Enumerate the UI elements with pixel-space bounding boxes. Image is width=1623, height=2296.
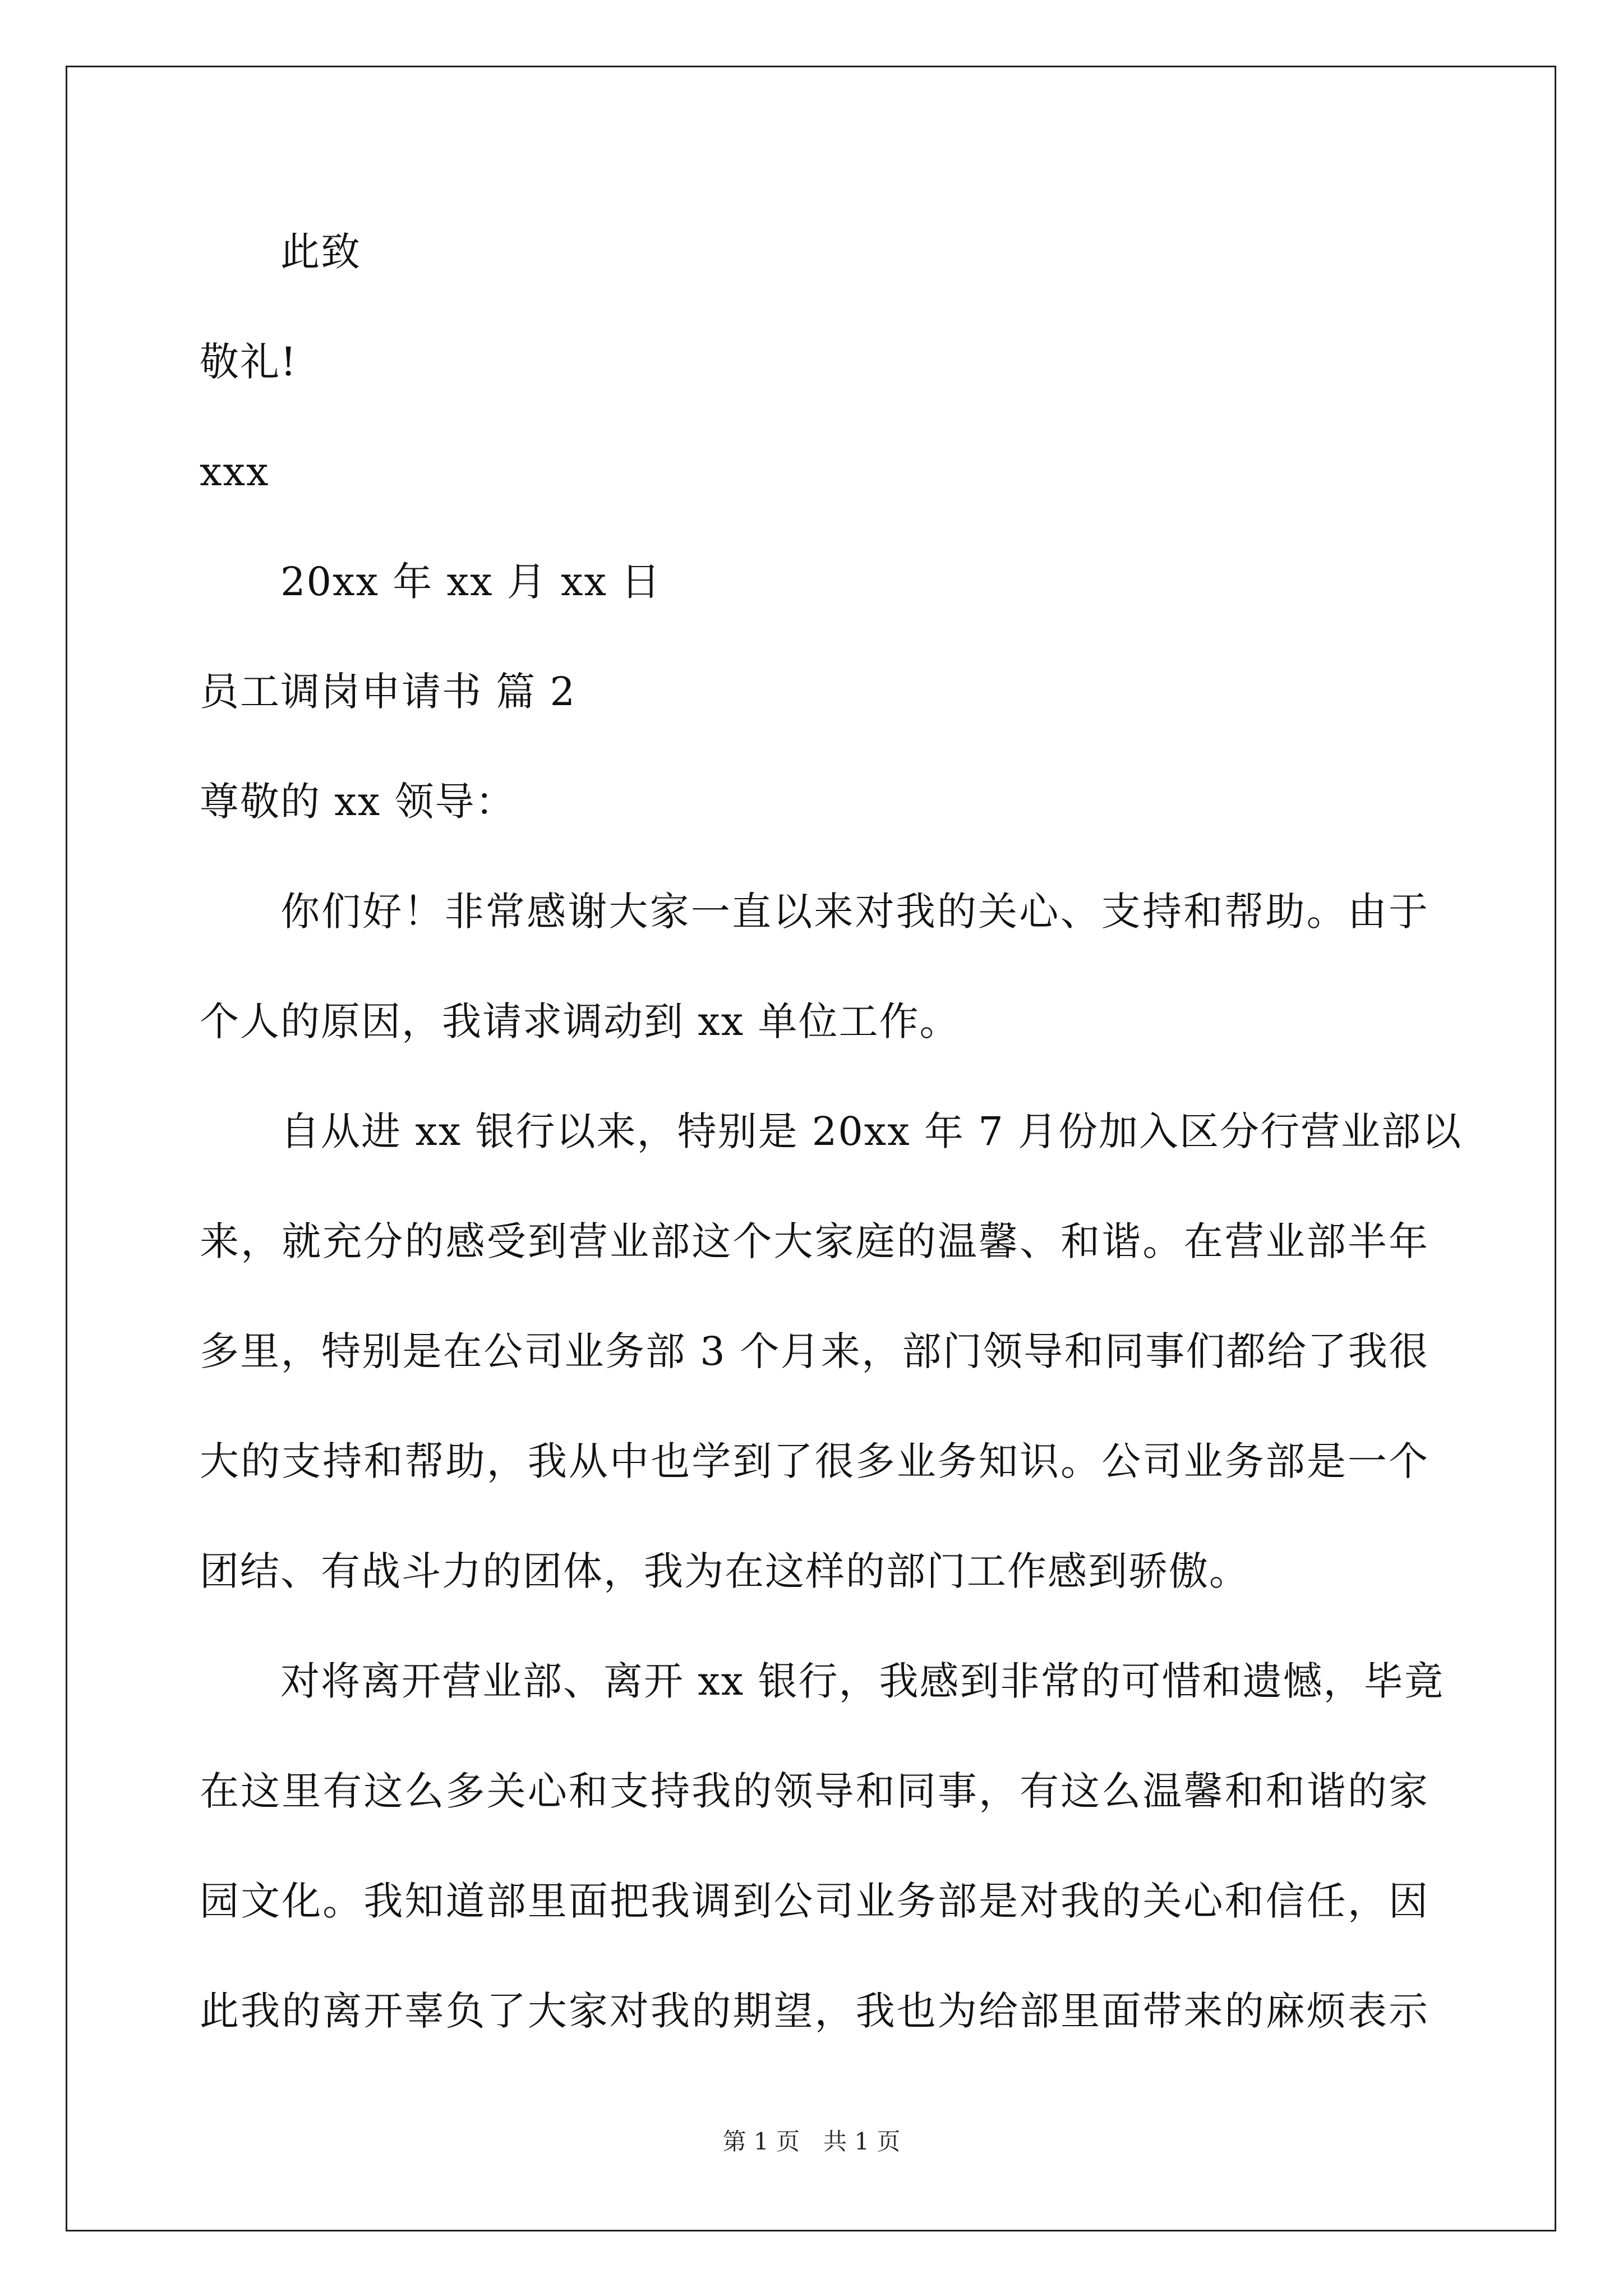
paragraph-line: 在这里有这么多关心和支持我的领导和同事，有这么温馨和和谐的家 [200,1768,1429,1814]
closing-salutation: 此致 [280,229,361,275]
paragraph-line: 此我的离开辜负了大家对我的期望，我也为给部里面带来的麻烦表示 [200,1988,1429,2034]
section-heading: 员工调岗申请书 篇 2 [200,669,577,715]
paragraph-line: 对将离开营业部、离开 xx 银行，我感到非常的可惜和遗憾，毕竟 [280,1658,1445,1704]
closing-regards: 敬礼! [200,339,298,385]
paragraph-line: 自从进 xx 银行以来，特别是 20xx 年 7 月份加入区分行营业部以 [280,1108,1463,1154]
paragraph-line: 多里，特别是在公司业务部 3 个月来，部门领导和同事们都给了我很 [200,1328,1429,1374]
signature-name: xxx [200,449,270,495]
paragraph-line: 来，就充分的感受到营业部这个大家庭的温馨、和谐。在营业部半年 [200,1218,1429,1264]
paragraph-line: 团结、有战斗力的团体，我为在这样的部门工作感到骄傲。 [200,1548,1249,1594]
paragraph-line: 大的支持和帮助，我从中也学到了很多业务知识。公司业务部是一个 [200,1438,1429,1484]
paragraph-line: 园文化。我知道部里面把我调到公司业务部是对我的关心和信任，因 [200,1878,1429,1924]
paragraph-line: 你们好！非常感谢大家一直以来对我的关心、支持和帮助。由于 [280,889,1429,935]
page-footer: 第 1 页 共 1 页 [722,2128,901,2155]
paragraph-line: 个人的原因，我请求调动到 xx 单位工作。 [200,999,960,1045]
signature-date: 20xx 年 xx 月 xx 日 [280,559,662,605]
letter-greeting: 尊敬的 xx 领导： [200,779,516,825]
